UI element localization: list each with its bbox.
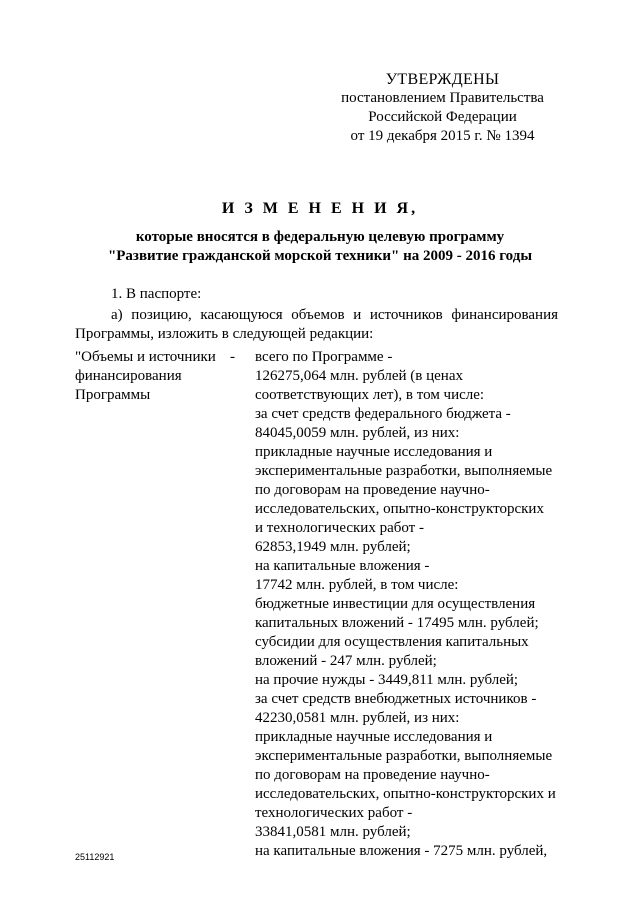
value-line: 42230,0581 млн. рублей, из них: xyxy=(255,710,460,726)
document-subtitle xyxy=(60,228,580,266)
value-line: прикладные научные исследования и xyxy=(255,729,493,745)
approval-line: постановлением Правительства xyxy=(341,90,544,106)
value-line: исследовательских, опытно-конструкторских xyxy=(255,501,544,517)
value-line: на капитальные вложения - 7275 млн. рублей, xyxy=(255,843,548,859)
value-line: бюджетные инвестиции для осуществления xyxy=(255,596,536,612)
document-code: 25112921 xyxy=(75,852,115,862)
value-line: за счет средств внебюджетных источников - xyxy=(255,691,537,707)
position-label-line: "Объемы и источники xyxy=(75,349,216,365)
position-dash: - xyxy=(230,349,235,365)
value-line: на капитальные вложения - xyxy=(255,558,430,574)
value-line: субсидии для осуществления капитальных xyxy=(255,634,529,650)
value-line: 126275,064 млн. рублей (в ценах xyxy=(255,368,463,384)
item-1-heading: 1. В паспорте: xyxy=(111,286,202,302)
position-value-column xyxy=(255,348,560,861)
approval-date-line: от 19 декабря 2015 г. № 1394 xyxy=(350,128,535,144)
subtitle-line: которые вносятся в федеральную целевую программу xyxy=(135,229,505,245)
value-line: по договорам на проведение научно- xyxy=(255,767,490,783)
value-line: по договорам на проведение научно- xyxy=(255,482,490,498)
value-line: экспериментальные разработки, выполняемые xyxy=(255,463,553,479)
approval-block xyxy=(330,70,555,146)
subtitle-line: "Развитие гражданской морской техники" на 2009 - 2016 годы xyxy=(107,248,533,264)
value-line: и технологических работ - xyxy=(255,520,424,536)
approval-line: Российской Федерации xyxy=(368,109,517,125)
value-line: прикладные научные исследования и xyxy=(255,444,493,460)
value-line: за счет средств федерального бюджета - xyxy=(255,406,511,422)
value-line: на прочие нужды - 3449,811 млн. рублей; xyxy=(255,672,519,688)
value-line: 33841,0581 млн. рублей; xyxy=(255,824,411,840)
position-label-column xyxy=(75,348,240,405)
value-line: вложений - 247 млн. рублей; xyxy=(255,653,437,669)
position-label-line: финансирования xyxy=(75,368,182,384)
value-line: экспериментальные разработки, выполняемые xyxy=(255,748,553,764)
value-line: соответствующих лет), в том числе: xyxy=(255,387,485,403)
value-line: всего по Программе - xyxy=(255,349,393,365)
document-title: И З М Е Н Е Н И Я, xyxy=(221,200,419,217)
value-line: 17742 млн. рублей, в том числе: xyxy=(255,577,459,593)
value-line: капитальных вложений - 17495 млн. рублей; xyxy=(255,615,539,631)
item-a-paragraph: а) позицию, касающуюся объемов и источников финансирования Программы, изложить в следующей редакции: xyxy=(75,307,558,342)
value-line: исследовательских, опытно-конструкторских и xyxy=(255,786,556,802)
value-line: 62853,1949 млн. рублей; xyxy=(255,539,411,555)
position-label-line: Программы xyxy=(75,387,151,403)
value-line: 84045,0059 млн. рублей, из них: xyxy=(255,425,460,441)
approval-heading: УТВЕРЖДЕНЫ xyxy=(385,71,500,88)
value-line: технологических работ - xyxy=(255,805,413,821)
